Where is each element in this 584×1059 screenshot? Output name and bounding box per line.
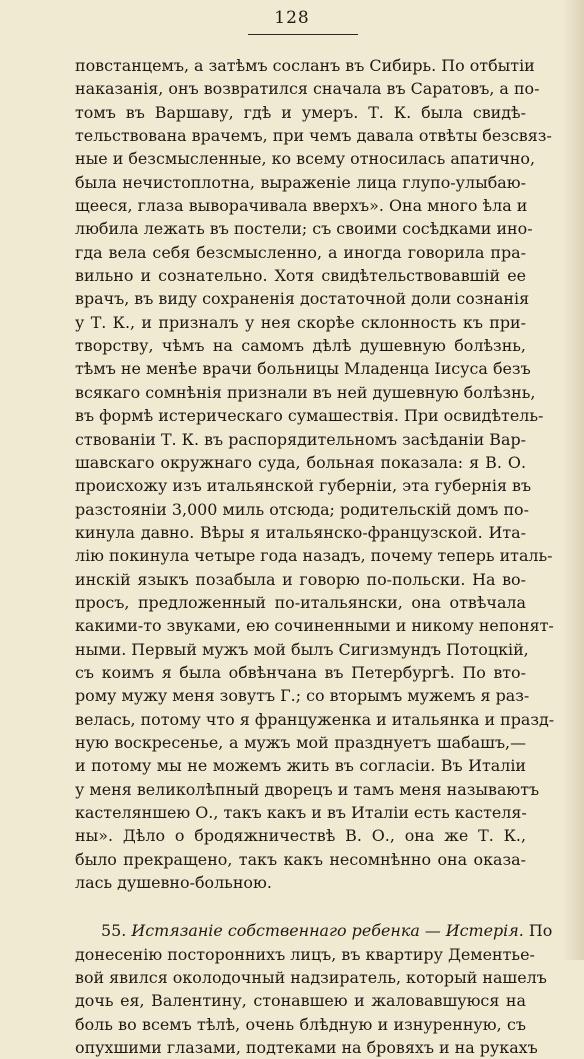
text-line: повстанцемъ, а затѣмъ сосланъ въ Сибирь. По отбытіи [75, 56, 535, 75]
section-heading-line [75, 919, 553, 942]
text-line: рому мужу меня зовутъ Г.; со вторымъ мужемъ я раз- [75, 686, 530, 706]
text-line: разстояніи 3,000 миль отсюда; родительскій домъ по- [75, 499, 529, 519]
text-body [75, 54, 555, 1059]
text-line: съ коимъ я была обвѣнчана въ Петербургѣ. По вто- [75, 662, 526, 682]
text-line: ную воскресенье, а мужъ мой празднуетъ шабашъ,— [75, 732, 526, 752]
text-line: врачъ, въ виду сохраненія достаточной доли сознанія [75, 289, 530, 309]
section-title: Истязаніе собственнаго ребенка — Истерія. [131, 921, 524, 941]
paragraph [75, 54, 555, 894]
text-line: боль во всемъ тѣлѣ, очень блѣдную и изнуренную, съ [75, 1014, 526, 1034]
page-edge-shadow [562, 0, 584, 960]
text-line: просъ, предложенный по-итальянски, она отвѣчала [75, 592, 526, 612]
text-line: происхожу изъ итальянской губерніи, эта губернія въ [75, 476, 532, 496]
section-number: 55. [101, 921, 127, 941]
text-line: велась, потому что я француженка и итальянка и празд- [75, 709, 555, 729]
text-line: у Т. К., и призналъ у нея скорѣе склонность къ при- [75, 312, 526, 332]
paragraph [75, 943, 547, 1059]
text-line: лась душевно-больною. [75, 873, 272, 893]
text-line: ствованіи Т. К. въ распорядительномъ засѣданіи Вар- [75, 429, 526, 449]
text-line: опухшими глазами, подтеками на бровяхъ и на рукахъ [75, 1038, 538, 1058]
header-rule [248, 34, 358, 35]
page-number: 128 [274, 8, 310, 28]
text-line: кинула давно. Вѣры я итальянско-французской. Ита- [75, 522, 526, 542]
text-line: вильно и сознательно. Хотя свидѣтельствовавшій ее [75, 266, 526, 286]
text-line: донесенію постороннихъ лицъ, въ квартиру Дементье- [75, 944, 535, 964]
text-line: и потому мы не можемъ жить въ согласіи. Въ Италіи [75, 756, 526, 776]
section-first-words: По [528, 921, 553, 941]
text-line: гда вела себя безсмысленно, а иногда говорила пра- [75, 242, 526, 262]
text-line: была нечистоплотна, выраженіе лица глупо-улыбаю- [75, 172, 526, 192]
text-line: у меня великолѣпный дворецъ и тамъ меня называютъ [75, 779, 540, 799]
text-line: дочь ея, Валентину, стонавшею и жаловавшуюся на [75, 991, 526, 1011]
text-line: томъ въ Варшаву, гдѣ и умеръ. Т. К. была свидѣ- [75, 102, 526, 122]
text-line: было прекращено, такъ какъ несомнѣнно она оказа- [75, 849, 526, 869]
text-line: кастеляншею О., такъ какъ и въ Италіи есть кастеля- [75, 803, 527, 822]
text-line: шавскаго окружнаго суда, больная показала: я В. О. [75, 452, 526, 472]
text-line: лію покинула четыре года назадъ, почему теперь италь- [75, 546, 553, 566]
text-line: щееся, глаза выворачивала вверхъ». Она много ѣла и [75, 196, 528, 216]
text-line: любила лежать въ постели; съ своими сосѣдками ино- [75, 219, 533, 239]
text-line: какими-то звуками, ею сочиненными и никому непонят- [75, 616, 554, 636]
text-line: вой явился околодочный надзиратель, который нашелъ [75, 968, 547, 988]
text-line: тѣмъ не менѣе врачи больницы Младенца Іисуса безъ [75, 359, 531, 379]
text-line: наказанія, онъ возвратился сначала въ Саратовъ, а по- [75, 79, 540, 99]
text-line: ные и безсмысленные, ко всему относилась апатично, [75, 149, 535, 169]
text-line: ными. Первый мужъ мой былъ Сигизмундъ Потоцкій, [75, 639, 529, 659]
paragraph-gap [75, 894, 526, 919]
text-line: въ формѣ истерическаго сумашествія. При освидѣтель- [75, 406, 544, 426]
text-line: инскій языкъ позабыла и говорю по-польски. На во- [75, 569, 526, 589]
text-line: творству, чѣмъ на самомъ дѣлѣ душевную болѣзнь, [75, 336, 526, 356]
text-line: тельствована врачемъ, при чемъ давала отвѣты безсвяз- [75, 126, 552, 146]
text-line: ны». Дѣло о бродяжничествѣ В. О., она же Т. К., [75, 826, 526, 846]
text-line: всякаго сомнѣнія признали въ ней душевную болѣзнь, [75, 382, 536, 402]
